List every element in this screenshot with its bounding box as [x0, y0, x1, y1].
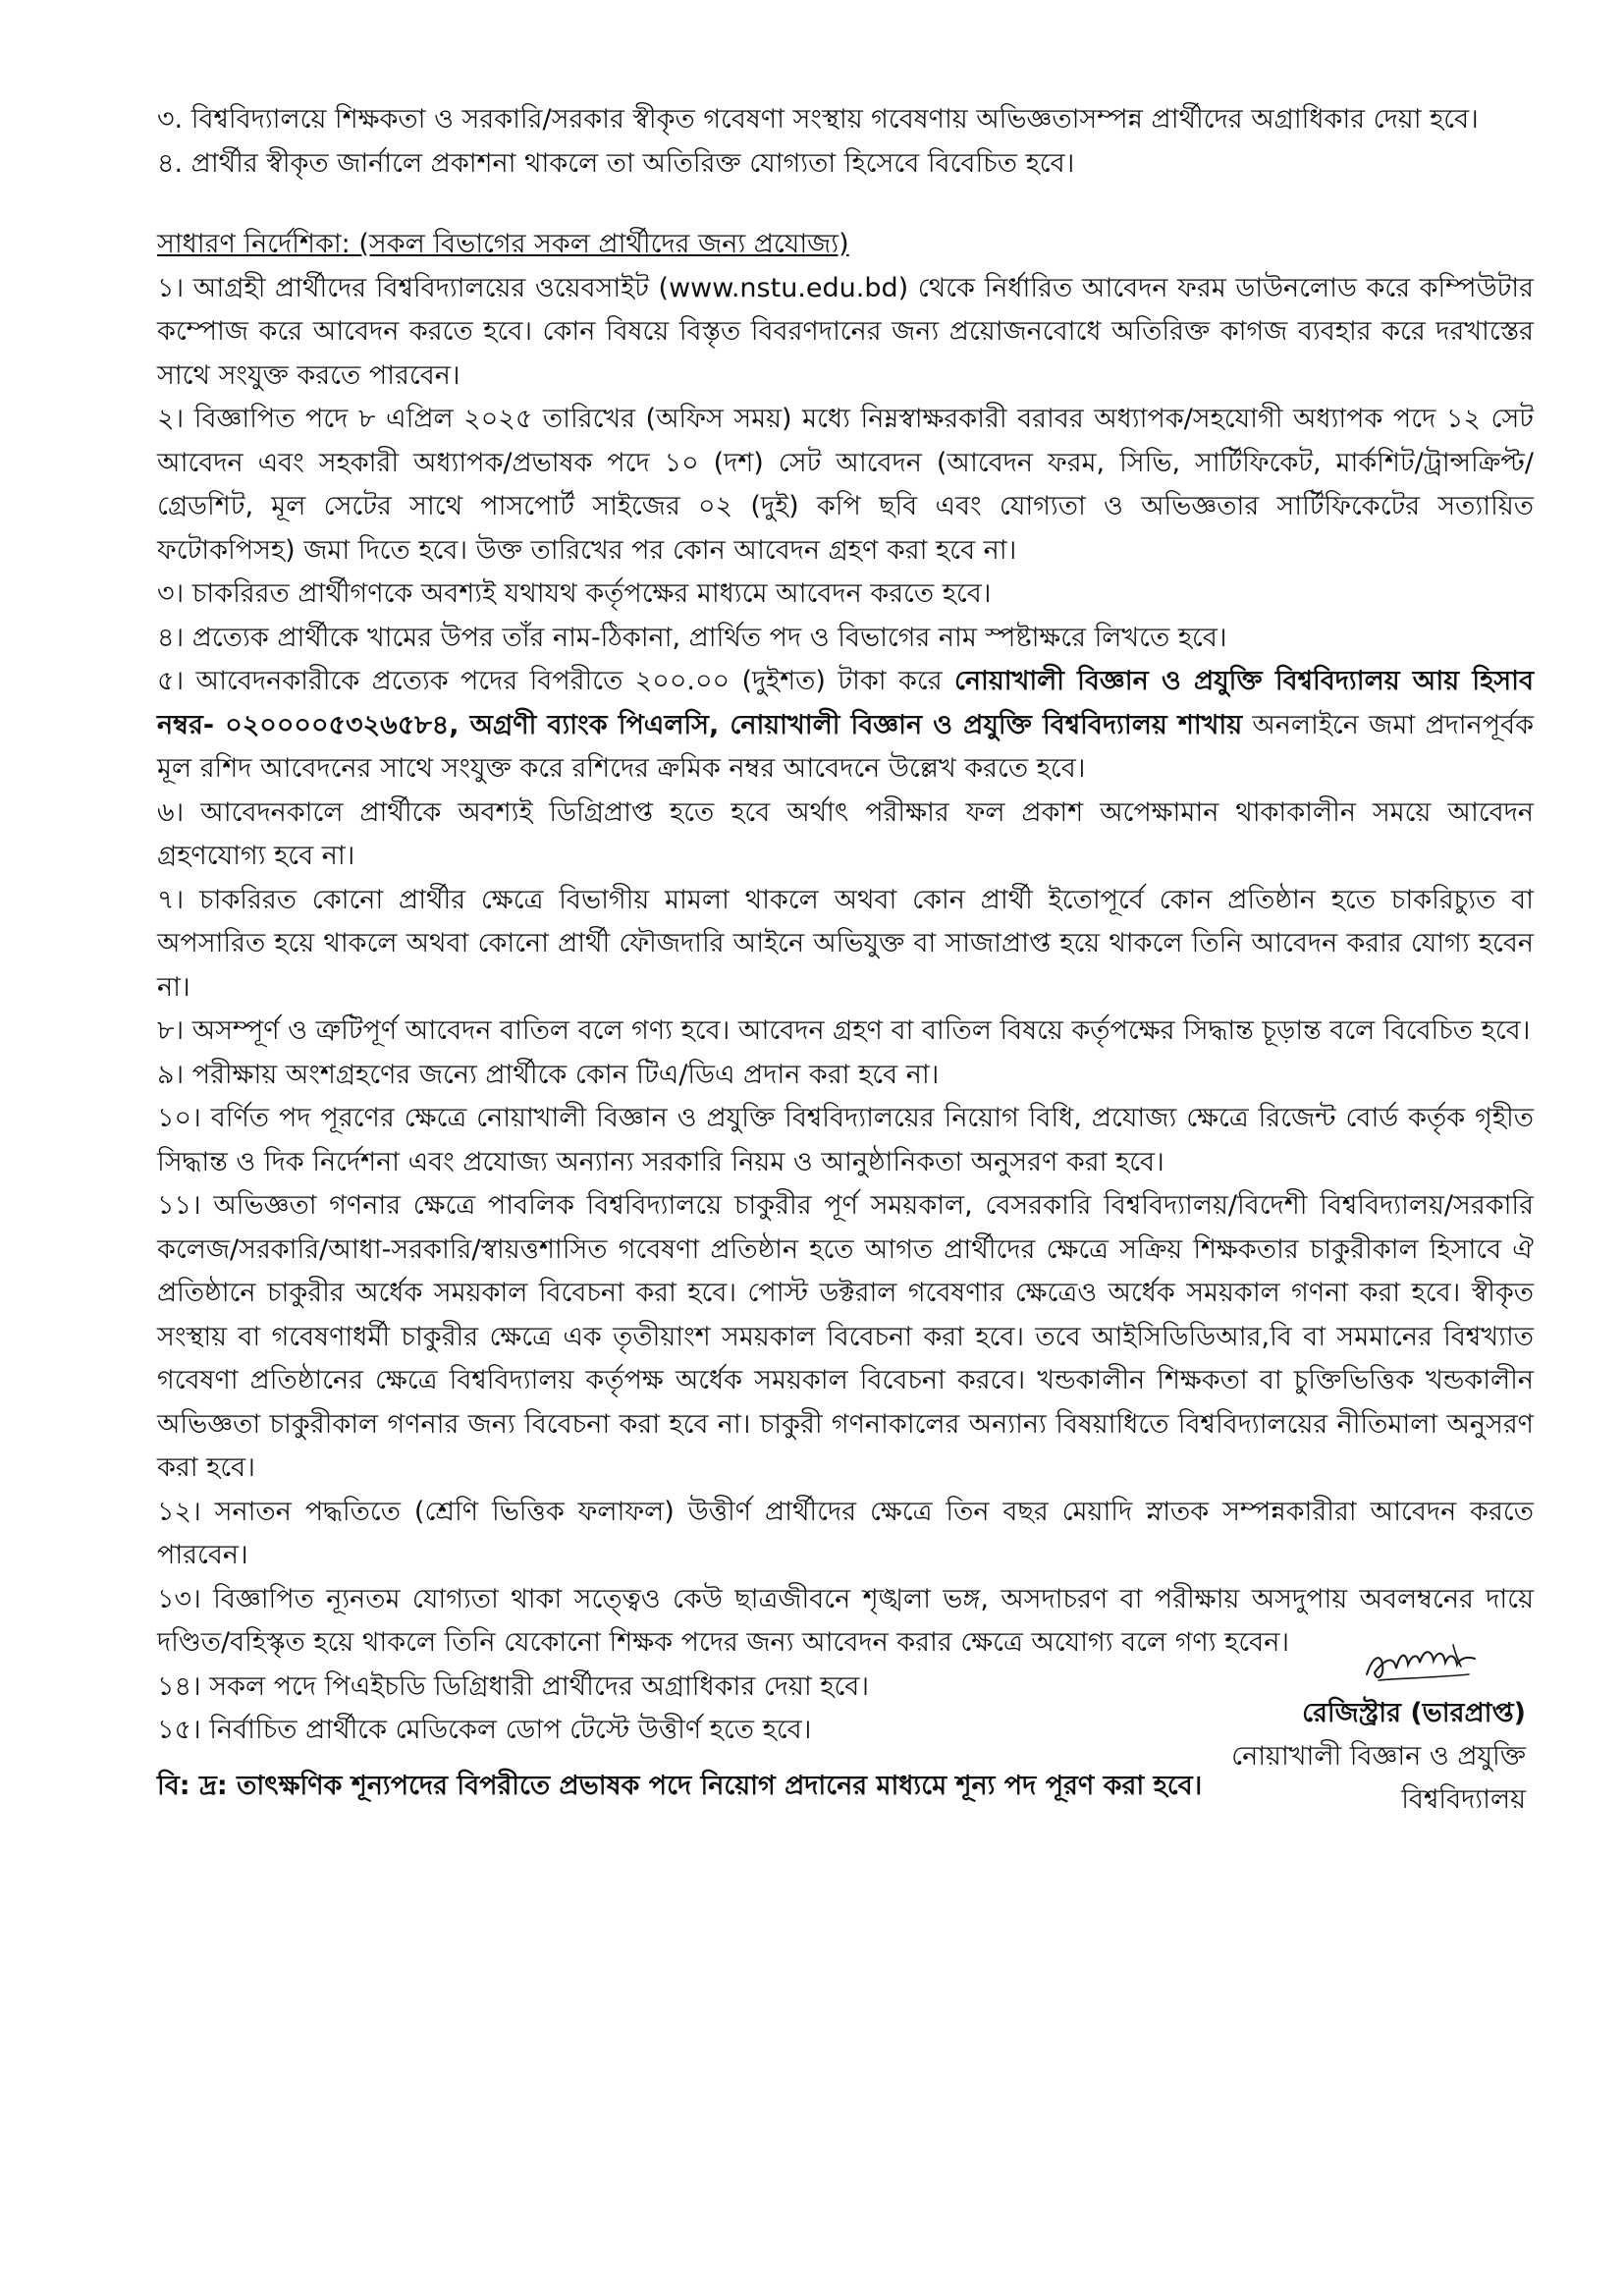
instruction-item-13: ১৩। বিজ্ঞাপিত ন্যূনতম যোগ্যতা থাকা সত্ত্বেও কেউ ছাত্রজীবনে শৃঙ্খলা ভঙ্গ, অসদাচরণ বা পরীক্ষায় অসদুপায় অবলম্বনের দায়ে দণ্ডিত/বহিস্কৃত হয়ে থাকলে তিনি যেকোনো শিক্ষক পদের জন্য আবেদন করার ক্ষেত্রে অযোগ্য বলে গণ্য হবেন।	[157, 1583, 1534, 1658]
instruction-item-3: ৩। চাকরিরত প্রার্থীগণকে অবশ্যই যথাযথ কর্তৃপক্ষের মাধ্যমে আবেদন করতে হবে।	[157, 578, 992, 609]
general-instructions-heading: সাধারণ নির্দেশিকা: (সকল বিভাগের সকল প্রার্থীদের জন্য প্রযোজ্য)	[157, 229, 849, 259]
instruction-item-5	[157, 660, 1534, 792]
signatory-institution: নোয়াখালী বিজ্ঞান ও প্রযুক্তি বিশ্ববিদ্যালয়	[1231, 1741, 1526, 1815]
instruction-item-4: ৪। প্রত্যেক প্রার্থীকে খামের উপর তাঁর নাম-ঠিকানা, প্রার্থিত পদ ও বিভাগের নাম স্পষ্টাক্ষরে লিখতে হবে।	[157, 622, 1227, 653]
notice-page	[157, 98, 1534, 1808]
bank-account-details: নোয়াখালী বিজ্ঞান ও প্রযুক্তি বিশ্ববিদ্যালয় আয় হিসাব নম্বর- ০২০০০০৫৩২৬৫৮৪, অগ্রণী ব্যাংক পিএলসি, নোয়াখালী বিজ্ঞান ও প্রযুক্তি বিশ্ববিদ্যালয় শাখায়	[157, 666, 1534, 740]
instruction-item-10: ১০। বর্ণিত পদ পূরণের ক্ষেত্রে নোয়াখালী বিজ্ঞান ও প্রযুক্তি বিশ্ববিদ্যালয়ের নিয়োগ বিধি, প্রযোজ্য ক্ষেত্রে রিজেন্ট বোর্ড কর্তৃক গৃহীত সিদ্ধান্ত ও দিক নির্দেশনা এবং প্রযোজ্য অন্যান্য সরকারি নিয়ম ও আনুষ্ঠানিকতা অনুসরণ করা হবে।	[157, 1103, 1534, 1177]
instruction-item-2: ২। বিজ্ঞাপিত পদে ৮ এপ্রিল ২০২৫ তারিখের (অফিস সময়) মধ্যে নিম্নস্বাক্ষরকারী বরাবর অধ্যাপক/সহযোগী অধ্যাপক পদে ১২ সেট আবেদন এবং সহকারী অধ্যাপক/প্রভাষক পদে ১০ (দশ) সেট আবেদন (আবেদন ফরম, সিভি, সার্টিফিকেট, মার্কশিট/ট্রান্সক্রিপ্ট/গ্রেডশিট, মূল সেটের সাথে পাসপোর্ট সাইজের ০২ (দুই) কপি ছবি এবং যোগ্যতা ও অভিজ্ঞতার সার্টিফিকেটের সত্যায়িত ফটোকপিসহ) জমা দিতে হবে। উক্ত তারিখের পর কোন আবেদন গ্রহণ করা হবে না।	[157, 404, 1534, 566]
signatory-designation: রেজিস্ট্রার (ভারপ্রাপ্ত)	[1302, 1698, 1526, 1728]
qualification-item-4: ৪. প্রার্থীর স্বীকৃত জার্নালে প্রকাশনা থাকলে তা অতিরিক্ত যোগ্যতা হিসেবে বিবেচিত হবে।	[157, 147, 1075, 179]
instruction-item-1: ১। আগ্রহী প্রার্থীদের বিশ্ববিদ্যালয়ের ওয়েবসাইট (www.nstu.edu.bd) থেকে নির্ধারিত আবেদন ফরম ডাউনলোড করে কম্পিউটার কম্পোজ করে আবেদন করতে হবে। কোন বিষয়ে বিস্তৃত বিবরণদানের জন্য প্রয়োজনবোধে অতিরিক্ত কাগজ ব্যবহার করে দরখাস্তের সাথে সংযুক্ত করতে পারবেন।	[157, 272, 1534, 391]
instruction-item-12: ১২। সনাতন পদ্ধতিতে (শ্রেণি ভিত্তিক ফলাফল) উত্তীর্ণ প্রার্থীদের ক্ষেত্রে তিন বছর মেয়াদি স্নাতক সম্পন্নকারীরা আবেদন করতে পারবেন।	[157, 1496, 1534, 1570]
instruction-item-5-rest: অনলাইনে জমা প্রদানপূর্বক মূল রশিদ আবেদনের সাথে সংযুক্ত করে রশিদের ক্রমিক নম্বর আবেদনে উল্লেখ করতে হবে।	[157, 709, 1534, 784]
instruction-item-14: ১৪। সকল পদে পিএইচডি ডিগ্রিধারী প্রার্থীদের অগ্রাধিকার দেয়া হবে।	[157, 1670, 869, 1702]
instruction-item-6: ৬। আবেদনকালে প্রার্থীকে অবশ্যই ডিগ্রিপ্রাপ্ত হতে হবে অর্থাৎ পরীক্ষার ফল প্রকাশ অপেক্ষামান থাকাকালীন সময়ে আবেদন গ্রহণযোগ্য হবে না।	[157, 796, 1534, 871]
section-gap	[157, 186, 1534, 223]
handwritten-signature	[1359, 1635, 1487, 1692]
instruction-item-8: ৮। অসম্পূর্ণ ও ত্রুটিপূর্ণ আবেদন বাতিল বলে গণ্য হবে। আবেদন গ্রহণ বা বাতিল বিষয়ে কর্তৃপক্ষের সিদ্ধান্ত চূড়ান্ত বলে বিবেচিত হবে।	[157, 1015, 1531, 1046]
instruction-item-7: ৭। চাকরিরত কোনো প্রার্থীর ক্ষেত্রে বিভাগীয় মামলা থাকলে অথবা কোন প্রার্থী ইতোপূর্বে কোন প্রতিষ্ঠান হতে চাকরিচ্যুত বা অপসারিত হয়ে থাকলে অথবা কোনো প্রার্থী ফৌজদারি আইনে অভিযুক্ত বা সাজাপ্রাপ্ত হয়ে থাকলে তিনি আবেদন করার যোগ্য হবেন না।	[157, 884, 1534, 1003]
signature-block	[1113, 1635, 1526, 1822]
instruction-item-11: ১১। অভিজ্ঞতা গণনার ক্ষেত্রে পাবলিক বিশ্ববিদ্যালয়ে চাকুরীর পূর্ণ সময়কাল, বেসরকারি বিশ্ববিদ্যালয়/বিদেশী বিশ্ববিদ্যালয়/সরকারি কলেজ/সরকারি/আধা-সরকারি/স্বায়ত্তশাসিত গবেষণা প্রতিষ্ঠান হতে আগত প্রার্থীদের ক্ষেত্রে সক্রিয় শিক্ষকতার চাকুরীকাল হিসাবে ঐ প্রতিষ্ঠানে চাকুরীর অর্ধেক সময়কাল বিবেচনা করা হবে। পোস্ট ডক্টরাল গবেষণার ক্ষেত্রেও অর্ধেক সময়কাল গণনা করা হবে। স্বীকৃত সংস্থায় বা গবেষণাধর্মী চাকুরীর ক্ষেত্রে এক তৃতীয়াংশ সময়কাল বিবেচনা করা হবে। তবে আইসিডিডিআর,বি বা সমমানের বিশ্বখ্যাত গবেষণা প্রতিষ্ঠানের ক্ষেত্রে বিশ্ববিদ্যালয় কর্তৃপক্ষ অর্ধেক সময়কাল বিবেচনা করবে। খন্ডকালীন শিক্ষকতা বা চুক্তিভিত্তিক খন্ডকালীন অভিজ্ঞতা চাকুরীকাল গণনার জন্য বিবেচনা করা হবে না। চাকুরী গণনাকালের অন্যান্য বিষয়াধিতে বিশ্ববিদ্যালয়ের নীতিমালা অনুসরণ করা হবে।	[157, 1190, 1534, 1483]
qualification-item-3: ৩. বিশ্ববিদ্যালয়ে শিক্ষকতা ও সরকারি/সরকার স্বীকৃত গবেষণা সংস্থায় গবেষণায় অভিজ্ঞতাসম্পন্ন প্রার্থীদের অগ্রাধিকার দেয়া হবে।	[157, 104, 1479, 135]
instruction-item-15: ১৫। নির্বাচিত প্রার্থীকে মেডিকেল ডোপ টেস্টে উত্তীর্ণ হতে হবে।	[157, 1715, 812, 1745]
instruction-item-5-intro: ৫। আবেদনকারীকে প্রত্যেক পদের বিপরীতে ২০০.০০ (দুইশত) টাকা করে	[157, 666, 954, 696]
instruction-item-9: ৯। পরীক্ষায় অংশগ্রহণের জন্যে প্রার্থীকে কোন টিএ/ডিএ প্রদান করা হবে না।	[157, 1059, 940, 1090]
special-note: বি: দ্র: তাৎক্ষণিক শূন্যপদের বিপরীতে প্রভাষক পদে নিয়োগ প্রদানের মাধ্যমে শূন্য পদ পূরণ করা হবে।	[157, 1770, 1203, 1801]
